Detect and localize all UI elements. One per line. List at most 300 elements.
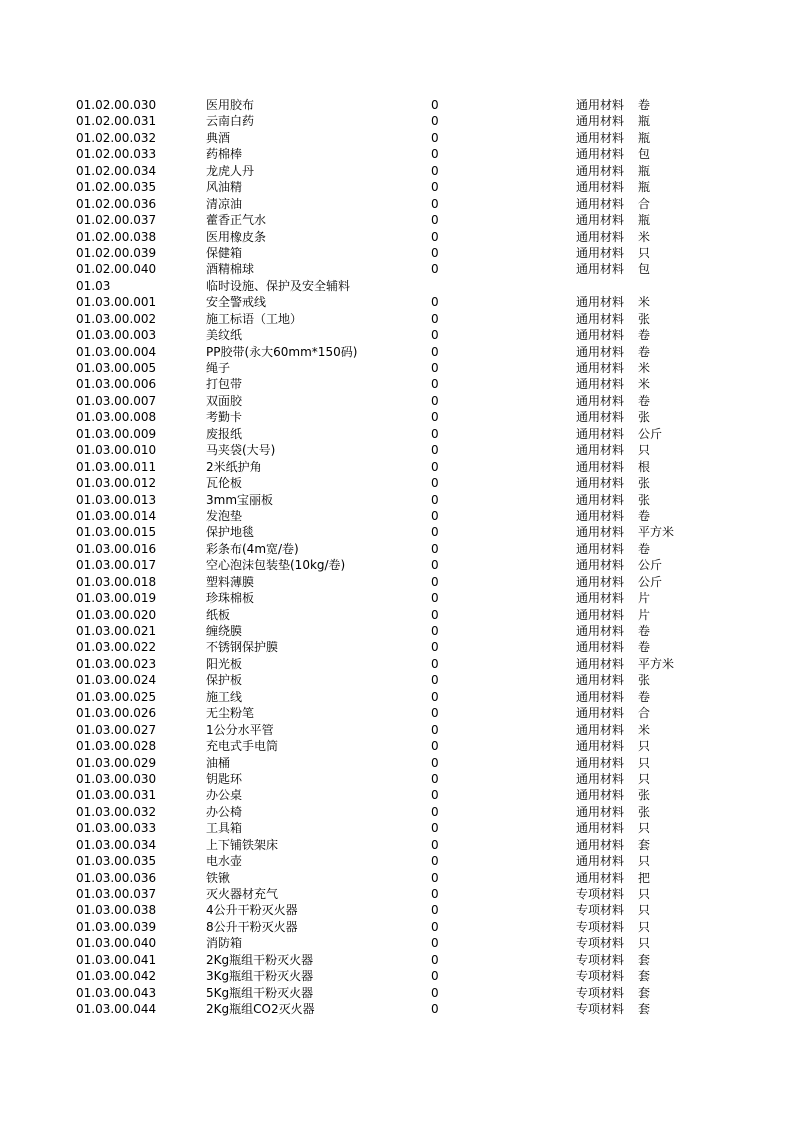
item-category: 通用材料 [576,410,625,425]
item-unit: 米 [638,377,651,392]
item-category: 通用材料 [576,295,625,310]
item-name: 5Kg瓶组干粉灭火器 [206,985,314,1000]
item-code: 01.03.00.029 [76,755,157,770]
item-name: 珍珠棉板 [206,591,255,606]
table-row [76,541,716,557]
item-code: 01.03.00.010 [76,443,157,458]
item-unit: 片 [638,591,651,606]
table-row [76,705,716,721]
item-name: 8公升干粉灭火器 [206,919,298,934]
item-unit: 套 [638,952,651,967]
item-quantity: 0 [431,821,439,836]
item-quantity: 0 [431,476,439,491]
item-code: 01.03.00.012 [76,476,157,491]
item-category: 通用材料 [576,771,625,786]
item-name: 废报纸 [206,426,243,441]
table-row [76,722,716,738]
item-quantity: 0 [431,558,439,573]
item-unit: 只 [638,887,651,901]
item-name: 酒精棉球 [206,262,255,277]
item-category: 通用材料 [576,147,625,162]
table-row [76,344,716,360]
item-quantity: 0 [431,410,439,425]
table-row [76,853,716,869]
item-quantity: 0 [431,344,439,359]
item-category: 通用材料 [576,689,625,704]
item-code: 01.02.00.030 [76,98,157,112]
item-category: 通用材料 [576,739,625,754]
item-code: 01.03.00.002 [76,311,157,326]
table-row [76,985,716,1001]
item-quantity: 0 [431,245,439,260]
item-name: 安全警戒线 [206,295,267,310]
item-code: 01.03.00.011 [76,459,157,474]
item-quantity: 0 [431,213,439,228]
item-name: 考勤卡 [206,410,243,425]
table-row [76,574,716,590]
item-code: 01.03.00.004 [76,344,157,359]
table-row [76,475,716,491]
item-unit: 张 [638,476,651,491]
item-name: 灭火器材充气 [206,887,279,901]
item-name: 3mm宝丽板 [206,492,274,507]
item-category: 通用材料 [576,574,625,589]
table-row [76,672,716,688]
item-category: 专项材料 [576,969,625,984]
item-code: 01.03.00.023 [76,656,157,671]
item-unit: 平方米 [638,525,675,540]
item-category: 通用材料 [576,804,625,819]
item-quantity: 0 [431,114,439,129]
table-row [76,771,716,787]
item-category: 通用材料 [576,508,625,523]
item-category: 通用材料 [576,213,625,228]
item-code: 01.03.00.031 [76,788,157,803]
item-category: 通用材料 [576,196,625,211]
item-unit: 只 [638,821,651,836]
table-row [76,492,716,508]
item-category: 专项材料 [576,936,625,951]
item-name: 药棉棒 [206,147,243,162]
item-unit: 包 [638,147,651,162]
item-unit: 公斤 [638,558,663,573]
item-name: 医用橡皮条 [206,229,267,244]
material-list [76,97,716,1018]
item-quantity: 0 [431,459,439,474]
item-code: 01.03.00.020 [76,607,157,622]
table-row [76,508,716,524]
item-category: 通用材料 [576,328,625,343]
item-code: 01.03.00.028 [76,739,157,754]
item-quantity: 0 [431,755,439,770]
item-quantity: 0 [431,377,439,392]
item-unit: 只 [638,739,651,754]
table-row [76,738,716,754]
item-category: 通用材料 [576,443,625,458]
table-row [76,409,716,425]
item-category: 专项材料 [576,887,625,901]
item-name: 2Kg瓶组CO2灭火器 [206,1002,315,1017]
item-code: 01.03.00.003 [76,328,157,343]
item-code: 01.03.00.008 [76,410,157,425]
item-unit: 片 [638,607,651,622]
item-code: 01.03.00.014 [76,508,157,523]
item-quantity: 0 [431,985,439,1000]
table-row [76,689,716,705]
item-quantity: 0 [431,163,439,178]
item-name: 办公椅 [206,804,243,819]
item-name: 4公升干粉灭火器 [206,903,298,918]
item-unit: 卷 [638,640,651,655]
item-category: 通用材料 [576,163,625,178]
item-unit: 瓶 [638,163,651,178]
item-code: 01.02.00.033 [76,147,157,162]
item-code: 01.03.00.024 [76,673,157,688]
table-row [76,870,716,886]
item-name: 2Kg瓶组干粉灭火器 [206,952,314,967]
item-code: 01.02.00.031 [76,114,157,129]
item-code: 01.03 [76,278,111,293]
item-unit: 把 [638,870,651,885]
item-unit: 米 [638,722,651,737]
table-row [76,278,716,294]
item-quantity: 0 [431,426,439,441]
item-unit: 瓶 [638,114,651,129]
table-row [76,787,716,803]
table-row [76,590,716,606]
item-quantity: 0 [431,919,439,934]
table-row [76,376,716,392]
item-code: 01.03.00.036 [76,870,157,885]
item-quantity: 0 [431,1002,439,1017]
item-name: 清凉油 [206,196,243,211]
table-row [76,919,716,935]
item-category: 通用材料 [576,525,625,540]
item-unit: 合 [638,196,651,211]
item-code: 01.03.00.018 [76,574,157,589]
item-category: 通用材料 [576,821,625,836]
item-name: 电水壶 [206,854,243,869]
item-category: 通用材料 [576,311,625,326]
item-code: 01.03.00.025 [76,689,157,704]
item-name: 绳子 [206,361,231,375]
item-name: 空心泡沫包装垫(10kg/卷) [206,558,346,573]
item-name: 云南白药 [206,114,255,129]
item-quantity: 0 [431,952,439,967]
item-unit: 瓶 [638,180,651,195]
item-category: 通用材料 [576,114,625,129]
item-quantity: 0 [431,574,439,589]
item-category: 通用材料 [576,706,625,721]
item-quantity: 0 [431,262,439,277]
item-code: 01.03.00.007 [76,393,157,408]
item-unit: 卷 [638,98,651,112]
item-name: 工具箱 [206,821,243,836]
item-code: 01.03.00.044 [76,1002,157,1017]
item-quantity: 0 [431,180,439,195]
item-category: 专项材料 [576,1002,625,1017]
item-category: 通用材料 [576,624,625,638]
item-category: 通用材料 [576,180,625,195]
item-unit: 合 [638,706,651,721]
item-quantity: 0 [431,443,439,458]
item-unit: 卷 [638,393,651,408]
item-name: 美纹纸 [206,328,243,343]
item-name: PP胶带(永大60mm*150码) [206,344,358,359]
table-row [76,607,716,623]
item-code: 01.03.00.033 [76,821,157,836]
item-unit: 张 [638,804,651,819]
item-quantity: 0 [431,804,439,819]
item-unit: 公斤 [638,426,663,441]
item-code: 01.03.00.035 [76,854,157,869]
item-quantity: 0 [431,739,439,754]
item-category: 专项材料 [576,919,625,934]
item-category: 专项材料 [576,952,625,967]
item-quantity: 0 [431,196,439,211]
item-unit: 卷 [638,541,651,556]
item-code: 01.02.00.032 [76,130,157,145]
item-unit: 只 [638,245,651,260]
item-unit: 张 [638,788,651,803]
item-name: 塑料薄膜 [206,574,255,589]
table-row [76,557,716,573]
item-category: 通用材料 [576,377,625,392]
item-unit: 只 [638,854,651,869]
item-code: 01.03.00.041 [76,952,157,967]
table-row [76,935,716,951]
item-category: 通用材料 [576,262,625,277]
item-quantity: 0 [431,607,439,622]
item-code: 01.03.00.006 [76,377,157,392]
item-unit: 卷 [638,328,651,343]
item-code: 01.03.00.043 [76,985,157,1000]
item-unit: 张 [638,410,651,425]
item-code: 01.03.00.026 [76,706,157,721]
table-row [76,968,716,984]
item-category: 通用材料 [576,476,625,491]
item-quantity: 0 [431,624,439,638]
item-name: 缠绕膜 [206,624,243,638]
item-name: 保护地毯 [206,525,255,540]
item-code: 01.02.00.034 [76,163,157,178]
table-row [76,196,716,212]
item-category: 通用材料 [576,426,625,441]
item-quantity: 0 [431,229,439,244]
item-name: 临时设施、保护及安全辅料 [206,278,351,293]
item-code: 01.02.00.036 [76,196,157,211]
table-row [76,524,716,540]
item-quantity: 0 [431,295,439,310]
item-quantity: 0 [431,706,439,721]
table-row [76,639,716,655]
item-unit: 卷 [638,344,651,359]
item-unit: 平方米 [638,656,675,671]
table-row [76,97,716,113]
item-name: 阳光板 [206,656,243,671]
item-name: 打包带 [206,377,243,392]
item-code: 01.03.00.019 [76,591,157,606]
item-quantity: 0 [431,525,439,540]
table-row [76,393,716,409]
item-category: 通用材料 [576,640,625,655]
item-category: 通用材料 [576,558,625,573]
item-quantity: 0 [431,591,439,606]
table-row [76,459,716,475]
table-row [76,755,716,771]
item-code: 01.02.00.037 [76,213,157,228]
table-row [76,245,716,261]
table-row [76,360,716,376]
table-row [76,886,716,902]
item-category: 通用材料 [576,591,625,606]
item-unit: 瓶 [638,213,651,228]
item-quantity: 0 [431,788,439,803]
item-quantity: 0 [431,311,439,326]
item-category: 通用材料 [576,361,625,375]
item-code: 01.03.00.038 [76,903,157,918]
table-row [76,327,716,343]
item-quantity: 0 [431,837,439,852]
item-name: 2米纸护角 [206,459,262,474]
item-unit: 卷 [638,689,651,704]
item-code: 01.03.00.039 [76,919,157,934]
item-category: 通用材料 [576,607,625,622]
item-unit: 只 [638,755,651,770]
item-category: 通用材料 [576,393,625,408]
item-name: 发泡垫 [206,508,243,523]
item-name: 医用胶布 [206,98,255,112]
item-category: 通用材料 [576,492,625,507]
item-quantity: 0 [431,887,439,901]
item-name: 双面胶 [206,393,243,408]
item-quantity: 0 [431,508,439,523]
table-row [76,212,716,228]
item-name: 钥匙环 [206,771,243,786]
item-code: 01.03.00.009 [76,426,157,441]
item-category: 通用材料 [576,229,625,244]
item-quantity: 0 [431,98,439,112]
item-code: 01.02.00.038 [76,229,157,244]
item-category: 通用材料 [576,245,625,260]
item-name: 3Kg瓶组干粉灭火器 [206,969,314,984]
item-quantity: 0 [431,656,439,671]
item-code: 01.03.00.022 [76,640,157,655]
item-quantity: 0 [431,689,439,704]
item-unit: 张 [638,673,651,688]
item-quantity: 0 [431,130,439,145]
item-name: 保护板 [206,673,243,688]
table-row [76,804,716,820]
item-unit: 瓶 [638,130,651,145]
item-name: 1公分水平管 [206,722,274,737]
item-quantity: 0 [431,328,439,343]
item-code: 01.03.00.027 [76,722,157,737]
item-code: 01.03.00.037 [76,887,157,901]
item-unit: 只 [638,771,651,786]
item-name: 铁锹 [206,870,231,885]
item-quantity: 0 [431,673,439,688]
item-code: 01.03.00.015 [76,525,157,540]
item-code: 01.02.00.040 [76,262,157,277]
item-unit: 包 [638,262,651,277]
item-category: 通用材料 [576,130,625,145]
item-name: 保健箱 [206,245,243,260]
item-category: 通用材料 [576,788,625,803]
item-unit: 套 [638,837,651,852]
item-quantity: 0 [431,854,439,869]
item-quantity: 0 [431,722,439,737]
item-unit: 卷 [638,508,651,523]
item-name: 上下铺铁架床 [206,837,279,852]
table-row [76,311,716,327]
item-name: 藿香正气水 [206,213,267,228]
item-unit: 套 [638,985,651,1000]
table-row [76,261,716,277]
item-name: 消防箱 [206,936,243,951]
item-name: 办公桌 [206,788,243,803]
item-category: 通用材料 [576,459,625,474]
table-row [76,902,716,918]
item-category: 通用材料 [576,541,625,556]
table-row [76,294,716,310]
table-row [76,163,716,179]
item-quantity: 0 [431,492,439,507]
table-row [76,146,716,162]
item-quantity: 0 [431,147,439,162]
item-unit: 张 [638,311,651,326]
item-name: 瓦伦板 [206,476,243,491]
item-code: 01.03.00.034 [76,837,157,852]
table-row [76,130,716,146]
item-unit: 只 [638,903,651,918]
table-row [76,442,716,458]
item-name: 无尘粉笔 [206,706,255,721]
item-unit: 套 [638,1002,651,1017]
item-category: 通用材料 [576,870,625,885]
item-category: 通用材料 [576,854,625,869]
item-category: 专项材料 [576,903,625,918]
item-quantity: 0 [431,936,439,951]
item-unit: 卷 [638,624,651,638]
table-row [76,229,716,245]
table-row [76,656,716,672]
item-category: 通用材料 [576,837,625,852]
item-code: 01.03.00.030 [76,771,157,786]
table-row [76,837,716,853]
item-category: 通用材料 [576,755,625,770]
item-name: 不锈钢保护膜 [206,640,279,655]
item-unit: 米 [638,295,651,310]
table-row [76,113,716,129]
item-name: 纸板 [206,607,231,622]
table-row [76,623,716,639]
item-code: 01.03.00.001 [76,295,157,310]
item-code: 01.03.00.032 [76,804,157,819]
item-unit: 根 [638,459,651,474]
item-code: 01.03.00.021 [76,624,157,638]
item-code: 01.03.00.040 [76,936,157,951]
item-category: 通用材料 [576,722,625,737]
item-code: 01.03.00.016 [76,541,157,556]
item-code: 01.03.00.042 [76,969,157,984]
item-unit: 米 [638,361,651,375]
item-unit: 只 [638,936,651,951]
table-row [76,1001,716,1017]
item-unit: 套 [638,969,651,984]
item-unit: 只 [638,443,651,458]
item-name: 油桶 [206,755,231,770]
